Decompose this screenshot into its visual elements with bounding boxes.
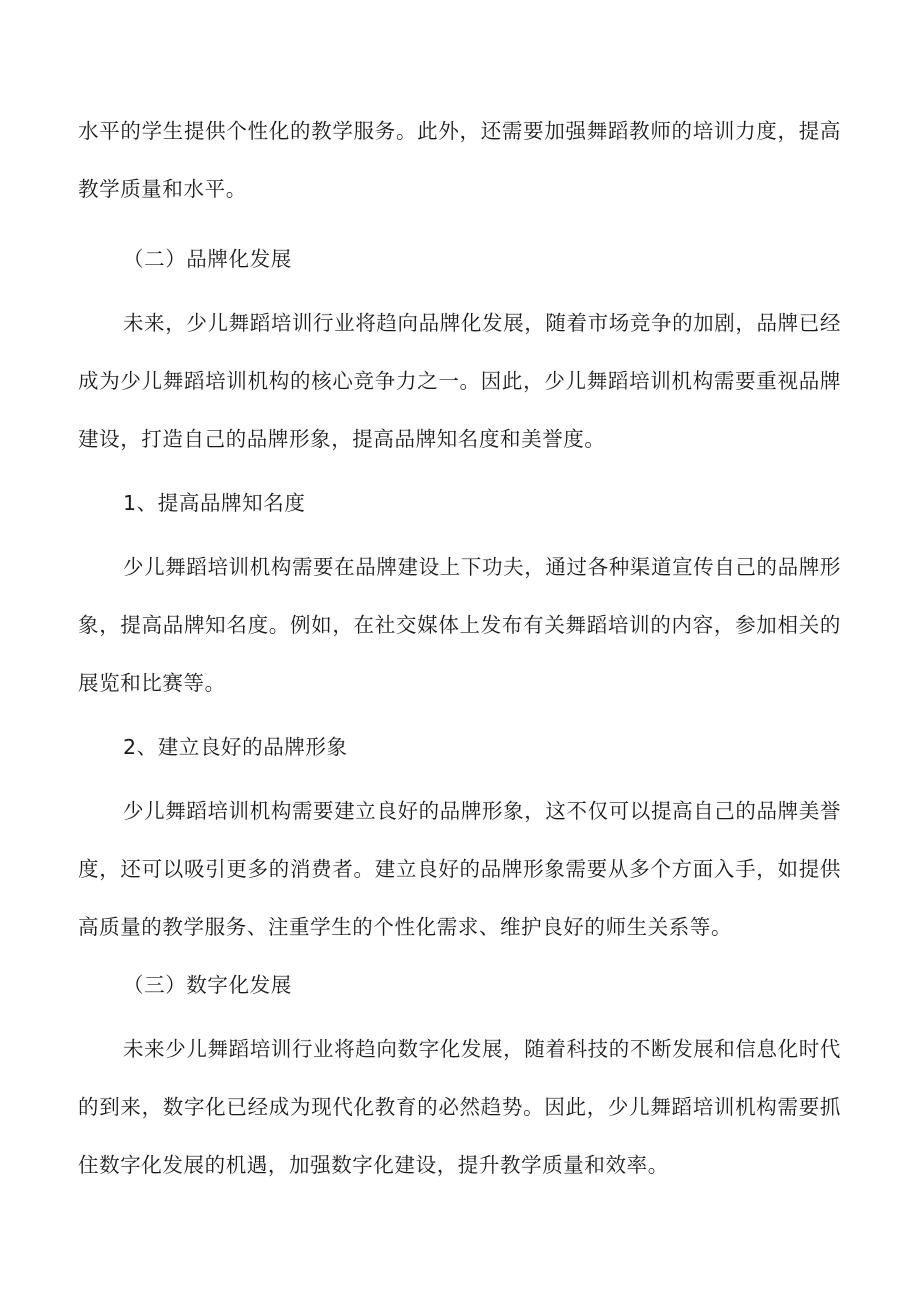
paragraph-branding: 未来，少儿舞蹈培训行业将趋向品牌化发展，随着市场竞争的加剧，品牌已经成为少儿舞蹈培训机构的核心竞争力之一。因此，少儿舞蹈培训机构需要重视品牌建设，打造自己的品牌形象，提高品牌知名度和美誉度。 [78,311,841,451]
document-page [78,102,841,1194]
subheading-brand-awareness: 1、提高品牌知名度 [123,491,306,515]
paragraph-continuation: 水平的学生提供个性化的教学服务。此外，还需要加强舞蹈教师的培训力度，提高教学质量和水平。 [78,119,841,201]
paragraph-digitalization: 未来少儿舞蹈培训行业将趋向数字化发展，随着科技的不断发展和信息化时代的到来，数字化已经成为现代化教育的必然趋势。因此，少儿舞蹈培训机构需要抓住数字化发展的机遇，加强数字化建设，提升教学质量和效率。 [78,1037,841,1177]
paragraph-brand-image: 少儿舞蹈培训机构需要建立良好的品牌形象，这不仅可以提高自己的品牌美誉度，还可以吸引更多的消费者。建立良好的品牌形象需要从多个方面入手，如提供高质量的教学服务、注重学生的个性化需求、维护良好的师生关系等。 [78,799,841,939]
section-heading-branding: （二）品牌化发展 [123,247,292,271]
subheading-brand-image: 2、建立良好的品牌形象 [123,735,348,759]
paragraph-brand-awareness: 少儿舞蹈培训机构需要在品牌建设上下功夫，通过各种渠道宣传自己的品牌形象，提高品牌知名度。例如，在社交媒体上发布有关舞蹈培训的内容，参加相关的展览和比赛等。 [78,555,841,695]
section-heading-digitalization: （三）数字化发展 [123,973,292,997]
